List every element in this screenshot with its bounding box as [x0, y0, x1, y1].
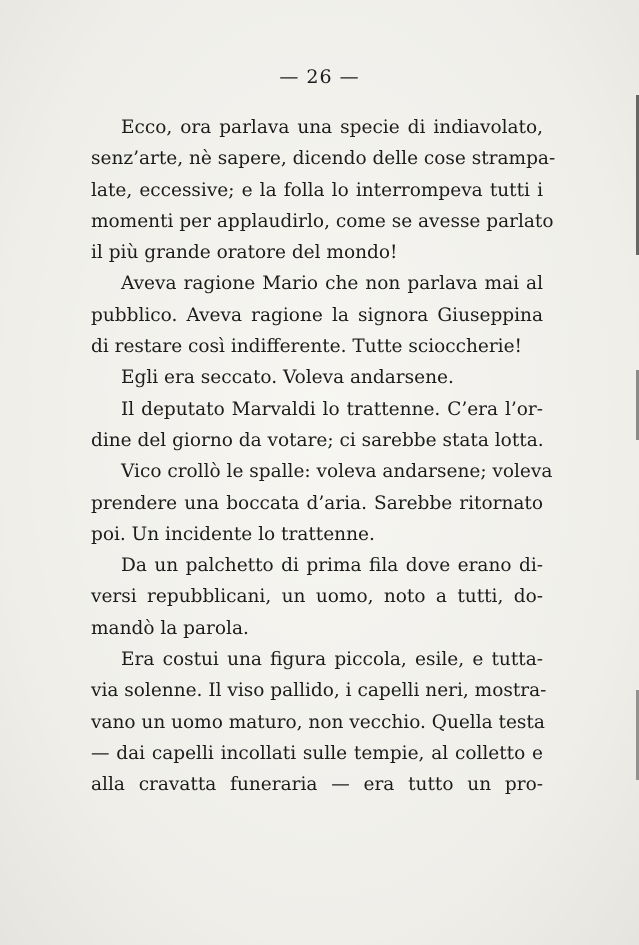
text-line: Il deputato Marvaldi lo trattenne. C’era l’or-: [121, 398, 543, 420]
text-line: vano un uomo maturo, non vecchio. Quella testa: [91, 711, 545, 733]
text-line: momenti per applaudirlo, come se avesse parlato: [91, 210, 554, 232]
text-line: poi. Un incidente lo trattenne.: [91, 523, 375, 545]
text-line: Egli era seccato. Voleva andarsene.: [121, 367, 454, 389]
text-line: via solenne. Il viso pallido, i capelli neri, mostra-: [91, 680, 547, 702]
text-line: Aveva ragione Mario che non parlava mai al: [121, 273, 543, 295]
text-line: Vico crollò le spalle: voleva andarsene; voleva: [121, 461, 553, 483]
text-line: prendere una boccata d’aria. Sarebbe ritornato: [91, 492, 543, 514]
text-line: late, eccessive; e la folla lo interrompeva tutti i: [91, 179, 543, 201]
text-line: dine del giorno da votare; ci sarebbe stata lotta.: [91, 429, 544, 451]
text-line: pubblico. Aveva ragione la signora Giuseppina: [91, 304, 543, 326]
text-line: Da un palchetto di prima fila dove erano di-: [121, 555, 543, 577]
text-line: alla cravatta funeraria — era tutto un pro-: [91, 774, 543, 796]
body-text: [91, 112, 556, 801]
text-line: Ecco, ora parlava una specie di indiavolato,: [121, 117, 543, 138]
text-line: versi repubblicani, un uomo, noto a tutti, do-: [91, 586, 543, 608]
text-line: di restare così indifferente. Tutte scioccherie!: [91, 336, 522, 358]
text-line: — dai capelli incollati sulle tempie, al colletto e: [91, 742, 543, 764]
text-line: Era costui una figura piccola, esile, e tutta-: [121, 649, 543, 671]
text-line: il più grande oratore del mondo!: [91, 242, 398, 264]
text-line: senz’arte, nè sapere, dicendo delle cose strampa-: [91, 148, 556, 170]
page-number: — 26 —: [279, 66, 360, 88]
text-line: mandò la parola.: [91, 617, 249, 639]
